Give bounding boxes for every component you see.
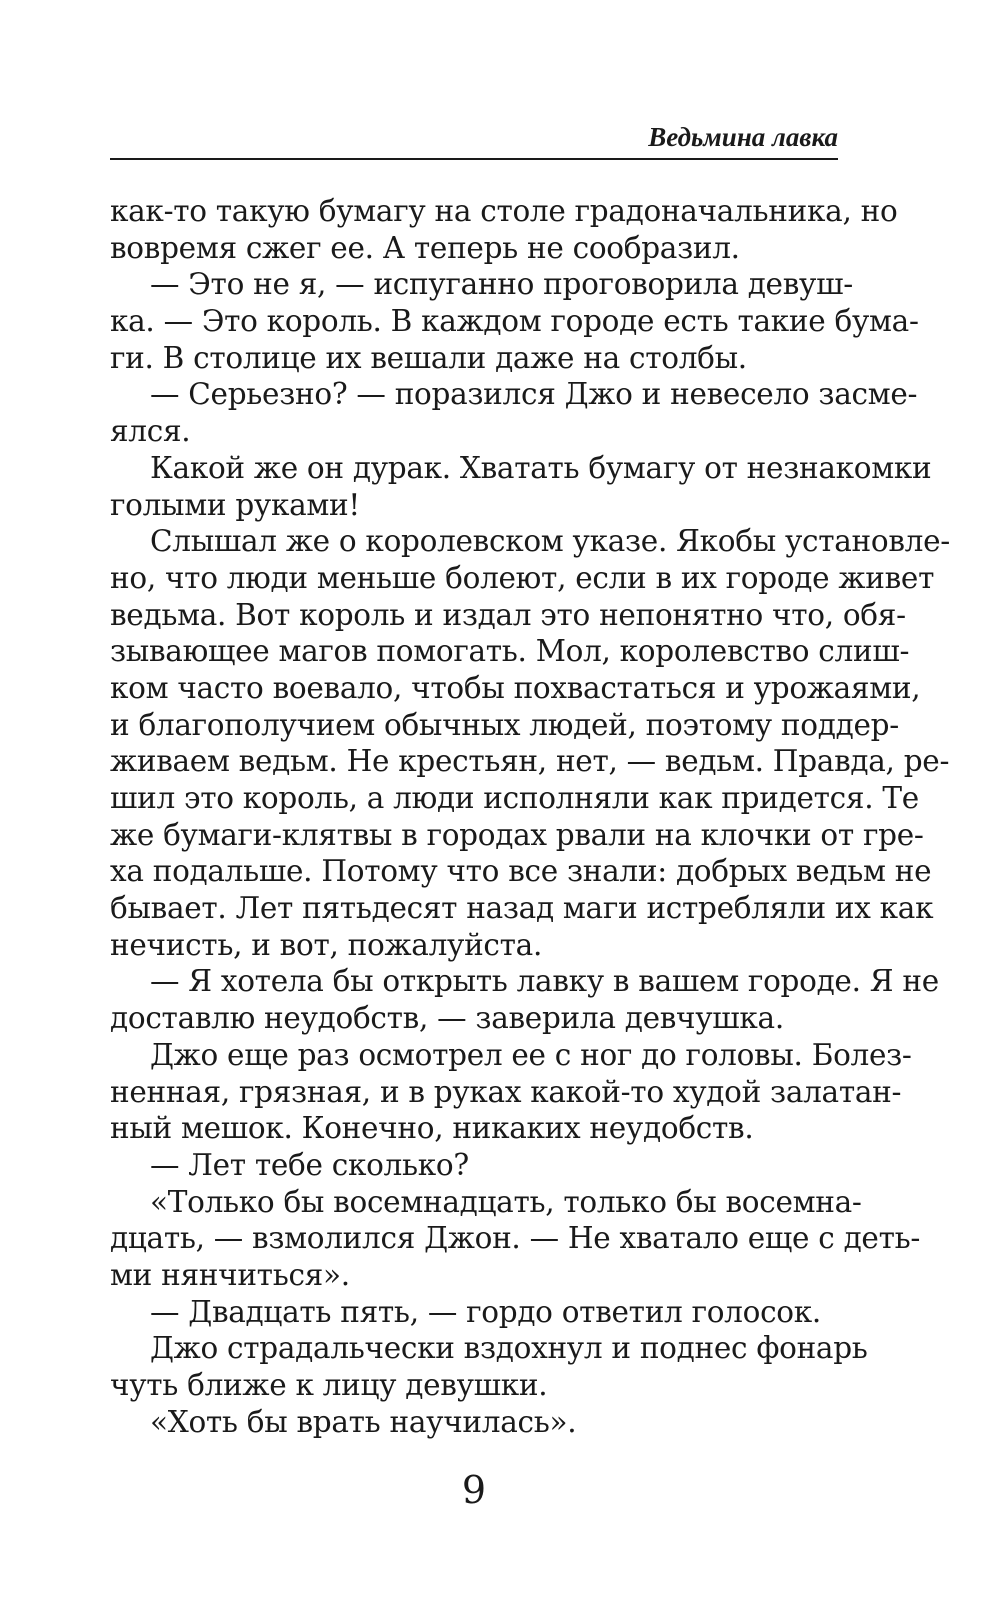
text-line: Джо страдальчески вздохнул и поднес фонарь <box>150 1331 868 1366</box>
text-line: «Только бы восемнадцать, только бы восемна- <box>150 1184 862 1219</box>
text-line: живаем ведьм. Не крестьян, нет, — ведьм. Правда, ре- <box>110 744 950 779</box>
text-line: же бумаги-клятвы в городах рвали на клочки от гре- <box>110 817 924 852</box>
text-line: Какой же он дурак. Хватать бумагу от незнакомки <box>150 450 932 485</box>
text-line: — Серьезно? — поразился Джо и невесело засме- <box>150 377 918 412</box>
text-line: ялся. <box>110 414 191 449</box>
running-title: Ведьмина лавка <box>648 122 838 152</box>
text-line: как-то такую бумагу на столе градоначальника, но <box>110 194 898 228</box>
text-line: дцать, — взмолился Джон. — Не хватало еще с деть- <box>110 1221 921 1256</box>
text-line: чуть ближе к лицу девушки. <box>110 1368 548 1402</box>
text-line: Слышал же о королевском указе. Якобы установле- <box>150 524 950 559</box>
header-rule <box>110 158 838 160</box>
text-line: Джо еще раз осмотрел ее с ног до головы. Болез- <box>150 1037 912 1072</box>
text-line: ведьма. Вот король и издал это непонятно что, обя- <box>110 597 906 632</box>
text-line: «Хоть бы врать научилась». <box>150 1404 577 1439</box>
text-line: — Лет тебе сколько? <box>150 1147 469 1182</box>
text-line: — Это не я, — испуганно проговорила девуш- <box>150 267 853 302</box>
text-line: голыми руками! <box>110 487 360 522</box>
text-line: вовремя сжег ее. А теперь не сообразил. <box>110 230 740 265</box>
text-line: ный мешок. Конечно, никаких неудобств. <box>110 1111 754 1146</box>
text-line: бывает. Лет пятьдесят назад маги истребляли их как <box>110 891 934 926</box>
text-line: нечисть, и вот, пожалуйста. <box>110 927 543 962</box>
text-line: и благополучием обычных людей, поэтому поддер- <box>110 707 899 742</box>
text-line: ги. В столице их вешали даже на столбы. <box>110 340 747 375</box>
page-number: 9 <box>461 1468 487 1512</box>
text-line: — Двадцать пять, — гордо ответил голосок. <box>150 1294 821 1329</box>
text-line: зывающее магов помогать. Мол, королевство слиш- <box>110 634 910 669</box>
text-line: но, что люди меньше болеют, если в их городе живет <box>110 560 935 595</box>
text-line: ненная, грязная, и в руках какой-то худой залатан- <box>110 1074 902 1109</box>
text-line: доставлю неудобств, — заверила девчушка. <box>110 1001 784 1036</box>
text-line: ка. — Это король. В каждом городе есть такие бума- <box>110 304 919 339</box>
text-line: — Я хотела бы открыть лавку в вашем городе. Я не <box>150 964 939 999</box>
text-line: шил это король, а люди исполняли как придется. Те <box>110 781 919 815</box>
text-line: ми нянчиться». <box>110 1257 350 1292</box>
body-text <box>110 193 950 1440</box>
text-line: ком часто воевало, чтобы похвастаться и урожаями, <box>110 670 921 705</box>
text-line: ха подальше. Потому что все знали: добрых ведьм не <box>110 854 932 889</box>
